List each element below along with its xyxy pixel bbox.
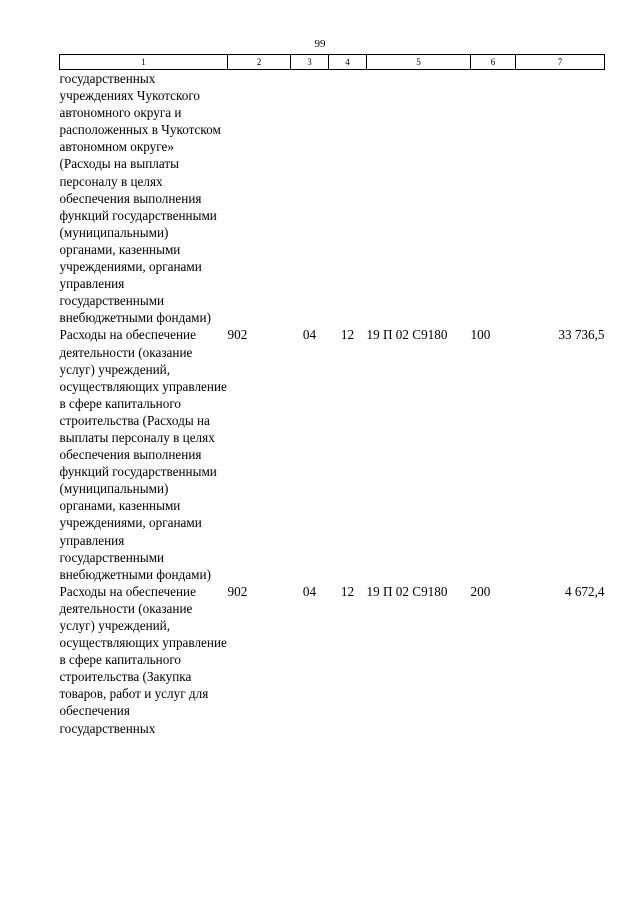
row-amount xyxy=(516,70,605,327)
header-row xyxy=(60,55,605,70)
column-header-5: 5 xyxy=(367,55,471,70)
column-header-3: 3 xyxy=(291,55,329,70)
page-number: 99 xyxy=(314,38,326,50)
row-target-article: 19 П 02 С9180 xyxy=(366,327,448,343)
row-expense-type: 100 xyxy=(470,327,491,343)
row-target-article xyxy=(367,70,471,327)
row-subsection-code xyxy=(329,70,367,327)
row-amount: 4 672,4 xyxy=(564,583,605,599)
row-ministry-code xyxy=(228,70,291,327)
row-section-code: 04 xyxy=(302,327,317,343)
column-header-7: 7 xyxy=(516,55,605,70)
row-section-code xyxy=(291,70,329,327)
row-description: Расходы на обеспечение деятельности (оказание услуг) учреждений, осуществляющих управление в сфере капитального строительства (Закупка товаров, работ и услуг для обеспечения государственных xyxy=(59,583,227,736)
row-description: Расходы на обеспечение деятельности (оказание услуг) учреждений, осуществляющих управление в сфере капитального строительства (Расходы на выплаты персоналу в целях обеспечения выполнения функций государственными (муниципальными) органами, казенными учреждениями, органами управления государственными внебюджетными фондами) xyxy=(59,327,227,582)
row-section-code: 04 xyxy=(302,583,317,599)
row-amount: 33 736,5 xyxy=(558,327,605,343)
row-subsection-code: 12 xyxy=(340,583,355,599)
row-subsection-code: 12 xyxy=(340,327,355,343)
table-row xyxy=(60,583,605,737)
column-header-4: 4 xyxy=(329,55,367,70)
table-row xyxy=(60,326,605,582)
row-expense-type: 200 xyxy=(470,583,491,599)
table-row xyxy=(60,70,605,327)
row-target-article: 19 П 02 С9180 xyxy=(366,583,448,599)
row-ministry-code: 902 xyxy=(227,327,248,343)
row-description: государственных учреждениях Чукотского автономного округа и расположенных в Чукотском автономном округе» (Расходы на выплаты персоналу в целях обеспечения выполнения функций государственными (муниципальными) органами, казенными учреждениями, органами управления государственными внебюджетными фондами) xyxy=(59,71,221,326)
column-header-2: 2 xyxy=(228,55,291,70)
column-header-1: 1 xyxy=(60,55,228,70)
row-ministry-code: 902 xyxy=(227,583,248,599)
column-header-6: 6 xyxy=(471,55,516,70)
budget-table xyxy=(59,54,605,737)
row-expense-type xyxy=(471,70,516,327)
